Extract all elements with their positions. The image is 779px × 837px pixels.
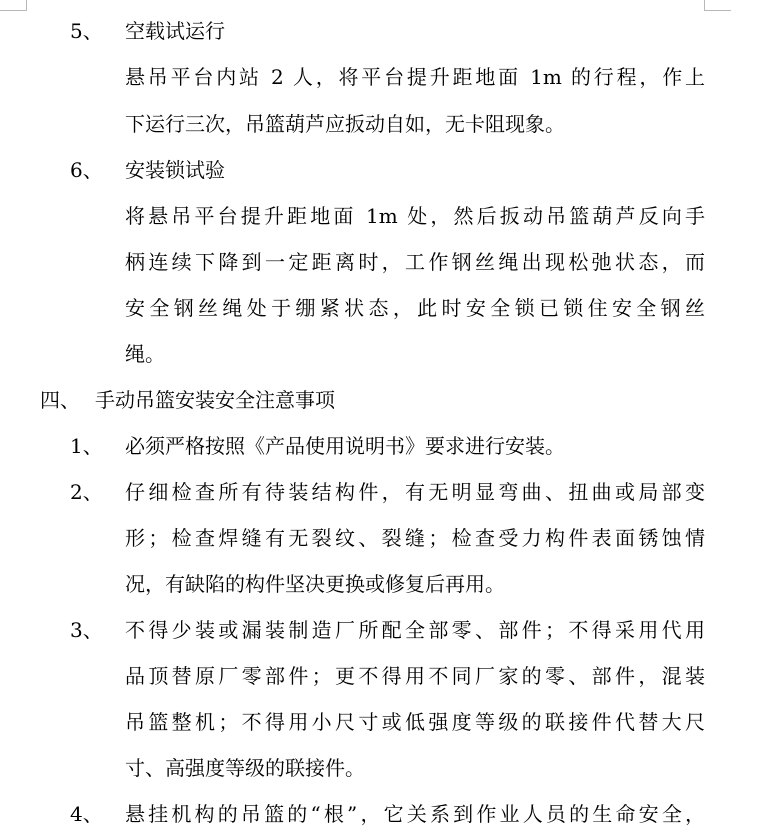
step-6-body-line-4: 绳。: [125, 342, 165, 366]
item-3-line-1: 不得少装或漏装制造厂所配全部零、部件；不得采用代用: [125, 618, 705, 642]
item-2-line-3: 况，有缺陷的构件坚决更换或修复后再用。: [125, 572, 505, 596]
page-corner-mark-right: [704, 0, 731, 11]
item-3-line-4: 寸、高强度等级的联接件。: [125, 756, 365, 780]
item-2-line-1: 仔细检查所有待装结构件，有无明显弯曲、扭曲或局部变: [125, 480, 705, 504]
step-6-title: 安装锁试验: [125, 158, 225, 182]
item-1-line-1: 必须严格按照《产品使用说明书》要求进行安装。: [125, 434, 565, 458]
step-6-number: 6、: [70, 158, 103, 182]
item-3-line-2: 品顶替原厂零部件；更不得用不同厂家的零、部件，混装: [125, 664, 705, 688]
item-3-line-3: 吊篮整机；不得用小尺寸或低强度等级的联接件代替大尺: [125, 710, 705, 734]
step-6-body-line-3: 安全钢丝绳处于绷紧状态，此时安全锁已锁住安全钢丝: [125, 296, 705, 320]
item-4-line-1: 悬挂机构的吊篮的“根”，它关系到作业人员的生命安全，: [125, 802, 705, 826]
step-5-title: 空载试运行: [125, 19, 225, 43]
step-5-body-line-2: 下运行三次，吊篮葫芦应扳动自如，无卡阻现象。: [125, 112, 565, 136]
item-2-number: 2、: [70, 480, 103, 504]
item-3-number: 3、: [70, 618, 103, 642]
section-title: 手动吊篮安装安全注意事项: [95, 388, 335, 412]
page-corner-mark-left: [0, 0, 27, 11]
step-5-number: 5、: [70, 19, 103, 43]
item-2-line-2: 形；检查焊缝有无裂纹、裂缝；检查受力构件表面锈蚀情: [125, 526, 705, 550]
section-number: 四、: [40, 388, 80, 412]
step-6-body-line-2: 柄连续下降到一定距离时，工作钢丝绳出现松弛状态，而: [125, 250, 705, 274]
item-1-number: 1、: [70, 434, 103, 458]
item-4-number: 4、: [70, 802, 103, 826]
step-6-body-line-1: 将悬吊平台提升距地面 1m 处，然后扳动吊篮葫芦反向手: [125, 204, 705, 228]
step-5-body-line-1: 悬吊平台内站 2 人，将平台提升距地面 1m 的行程，作上: [125, 65, 705, 89]
